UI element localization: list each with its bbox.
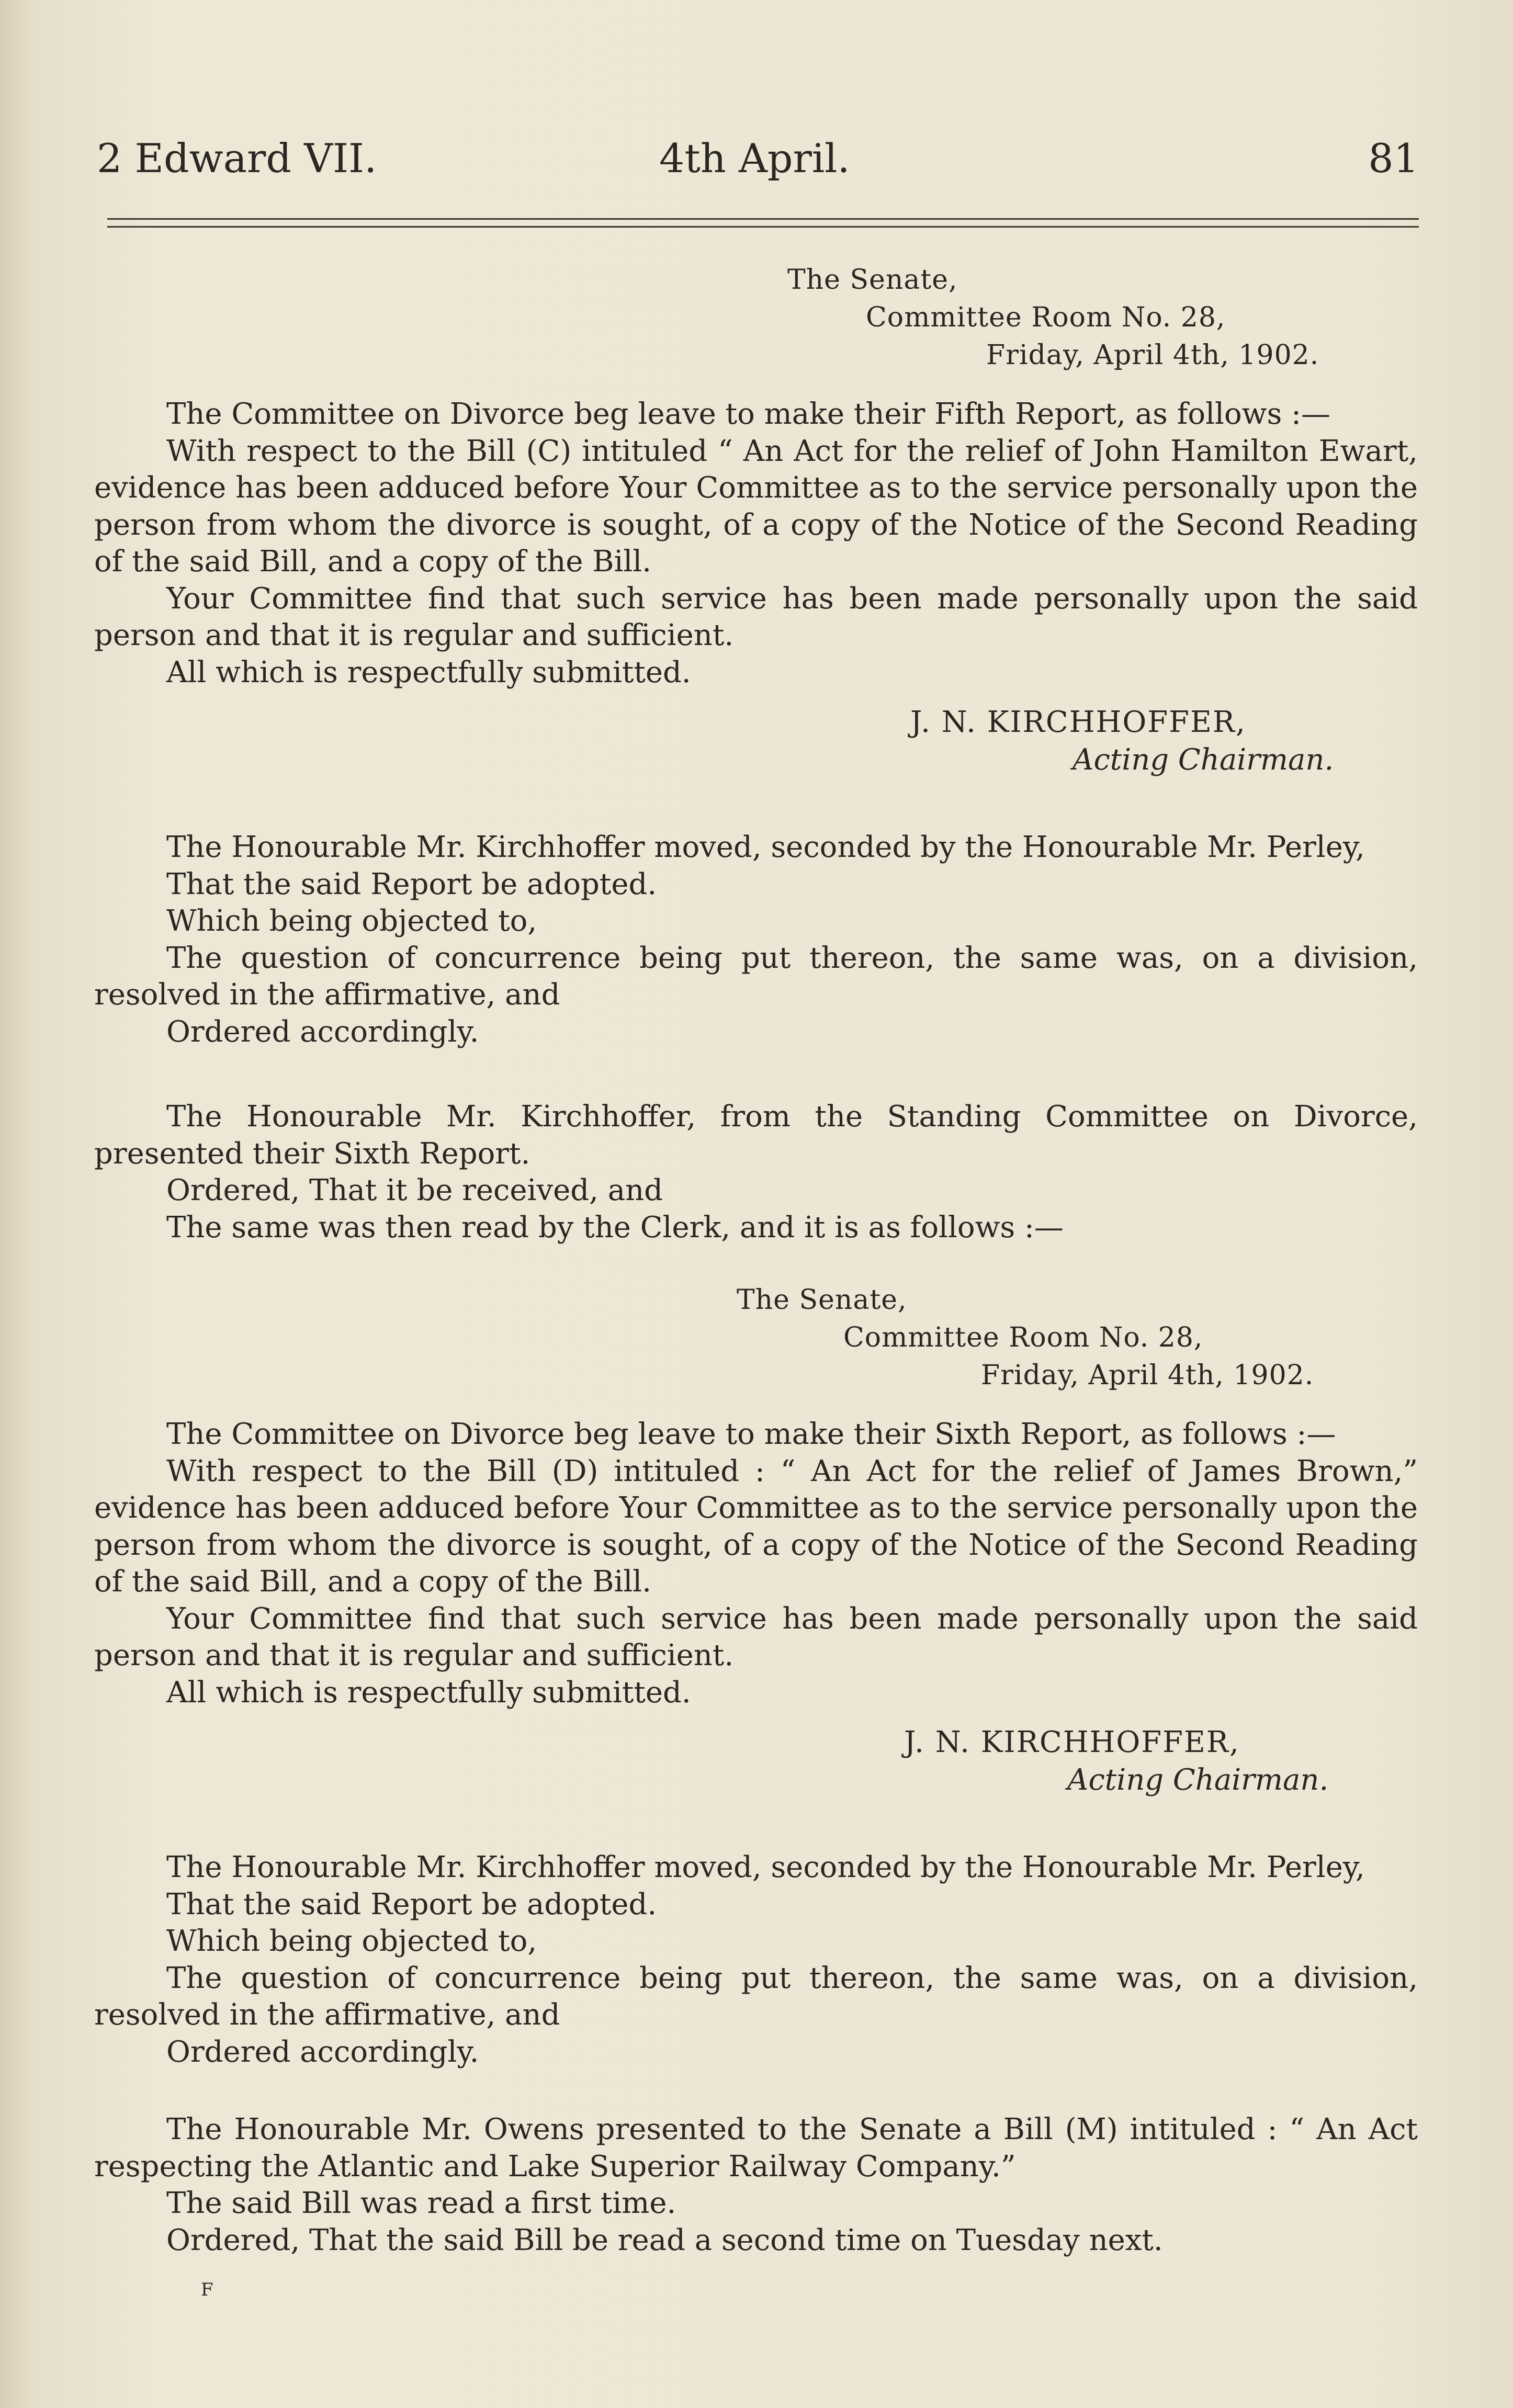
motion2-line: That the said Report be adopted. [166,1887,657,1921]
presentation-line: Ordered, That it be received, and [166,1173,663,1207]
motion2-block [94,1849,1418,2071]
report2-address-room: Committee Room No. 28, [843,1322,1203,1353]
motion2-line: The question of concurrence being put thereon, the same was, on a division, resolved in the affirmative, and [94,1961,1418,2032]
report1-finding-paragraph: Your Committee find that such service has been made personally upon the said person and that it is regular and sufficient. [94,581,1418,652]
report2-intro: The Committee on Divorce beg leave to make their Sixth Report, as follows :— [166,1417,1336,1451]
motion2-line: The Honourable Mr. Kirchhoffer moved, seconded by the Honourable Mr. Perley, [166,1850,1365,1884]
header-rule-top [107,218,1419,220]
presentation-block [94,1099,1418,1246]
motion2-line: Ordered accordingly. [166,2034,479,2069]
report1-address-date: Friday, April 4th, 1902. [986,340,1319,371]
report1-address-senate: The Senate, [787,264,958,296]
regnal-year: 2 Edward VII. [97,135,377,182]
report1-address-room: Committee Room No. 28, [866,302,1226,333]
report2-submission: All which is respectfully submitted. [166,1675,691,1710]
motion1-line: The question of concurrence being put thereon, the same was, on a division, resolved in the affirmative, and [94,941,1418,1012]
motion1-block [94,829,1418,1050]
report1-submission: All which is respectfully submitted. [166,655,691,689]
motion1-line: The Honourable Mr. Kirchhoffer moved, seconded by the Honourable Mr. Perley, [166,830,1365,864]
report2-address-date: Friday, April 4th, 1902. [981,1360,1314,1391]
report1-service-paragraph: With respect to the Bill (C) intituled “ An Act for the relief of John Hamilton Ewart, evidence has been adduced before Your Committee as to the service personally upon the person from whom the divorce is sought, of a copy of the Notice of the Second Reading of the said Bill, and a copy of the Bill. [94,434,1418,579]
bill-line: The said Bill was read a first time. [166,2186,676,2220]
report1-body [94,396,1418,691]
running-head [97,130,1419,187]
motion2-line: Which being objected to, [166,1924,537,1958]
signature-mark: F [201,2279,213,2300]
header-rule-bottom [107,226,1419,228]
report2-signature-title: Acting Chairman. [1067,1763,1329,1797]
report2-address-senate: The Senate, [737,1284,907,1316]
report2-finding-paragraph: Your Committee find that such service has been made personally upon the said person and that it is regular and sufficient. [94,1601,1418,1672]
presentation-line: The Honourable Mr. Kirchhoffer, from the Standing Committee on Divorce, presented their Sixth Report. [94,1100,1418,1171]
report1-intro: The Committee on Divorce beg leave to make their Fifth Report, as follows :— [166,397,1331,431]
report2-body [94,1416,1418,1711]
presentation-line: The same was then read by the Clerk, and it is as follows :— [166,1210,1064,1245]
header-date: 4th April. [659,135,850,182]
report1-signature: J. N. KIRCHHOFFER, [910,705,1246,739]
report1-signature-title: Acting Chairman. [1072,743,1334,777]
page-number: 81 [1368,135,1419,182]
motion1-line: Which being objected to, [166,904,537,938]
bill-line: Ordered, That the said Bill be read a second time on Tuesday next. [166,2223,1163,2257]
bill-line: The Honourable Mr. Owens presented to the Senate a Bill (M) intituled : “ An Act respecting the Atlantic and Lake Superior Railway Company.” [94,2112,1418,2184]
bill-block [94,2111,1418,2259]
motion1-line: Ordered accordingly. [166,1014,479,1049]
motion1-line: That the said Report be adopted. [166,867,657,901]
report2-service-paragraph: With respect to the Bill (D) intituled : “ An Act for the relief of James Brown,” evidence has been adduced before Your Committee as to the service personally upon the person from whom the divorce is sought, of a copy of the Notice of the Second Reading of the said Bill, and a copy of the Bill. [94,1454,1418,1599]
report2-signature: J. N. KIRCHHOFFER, [904,1725,1240,1759]
